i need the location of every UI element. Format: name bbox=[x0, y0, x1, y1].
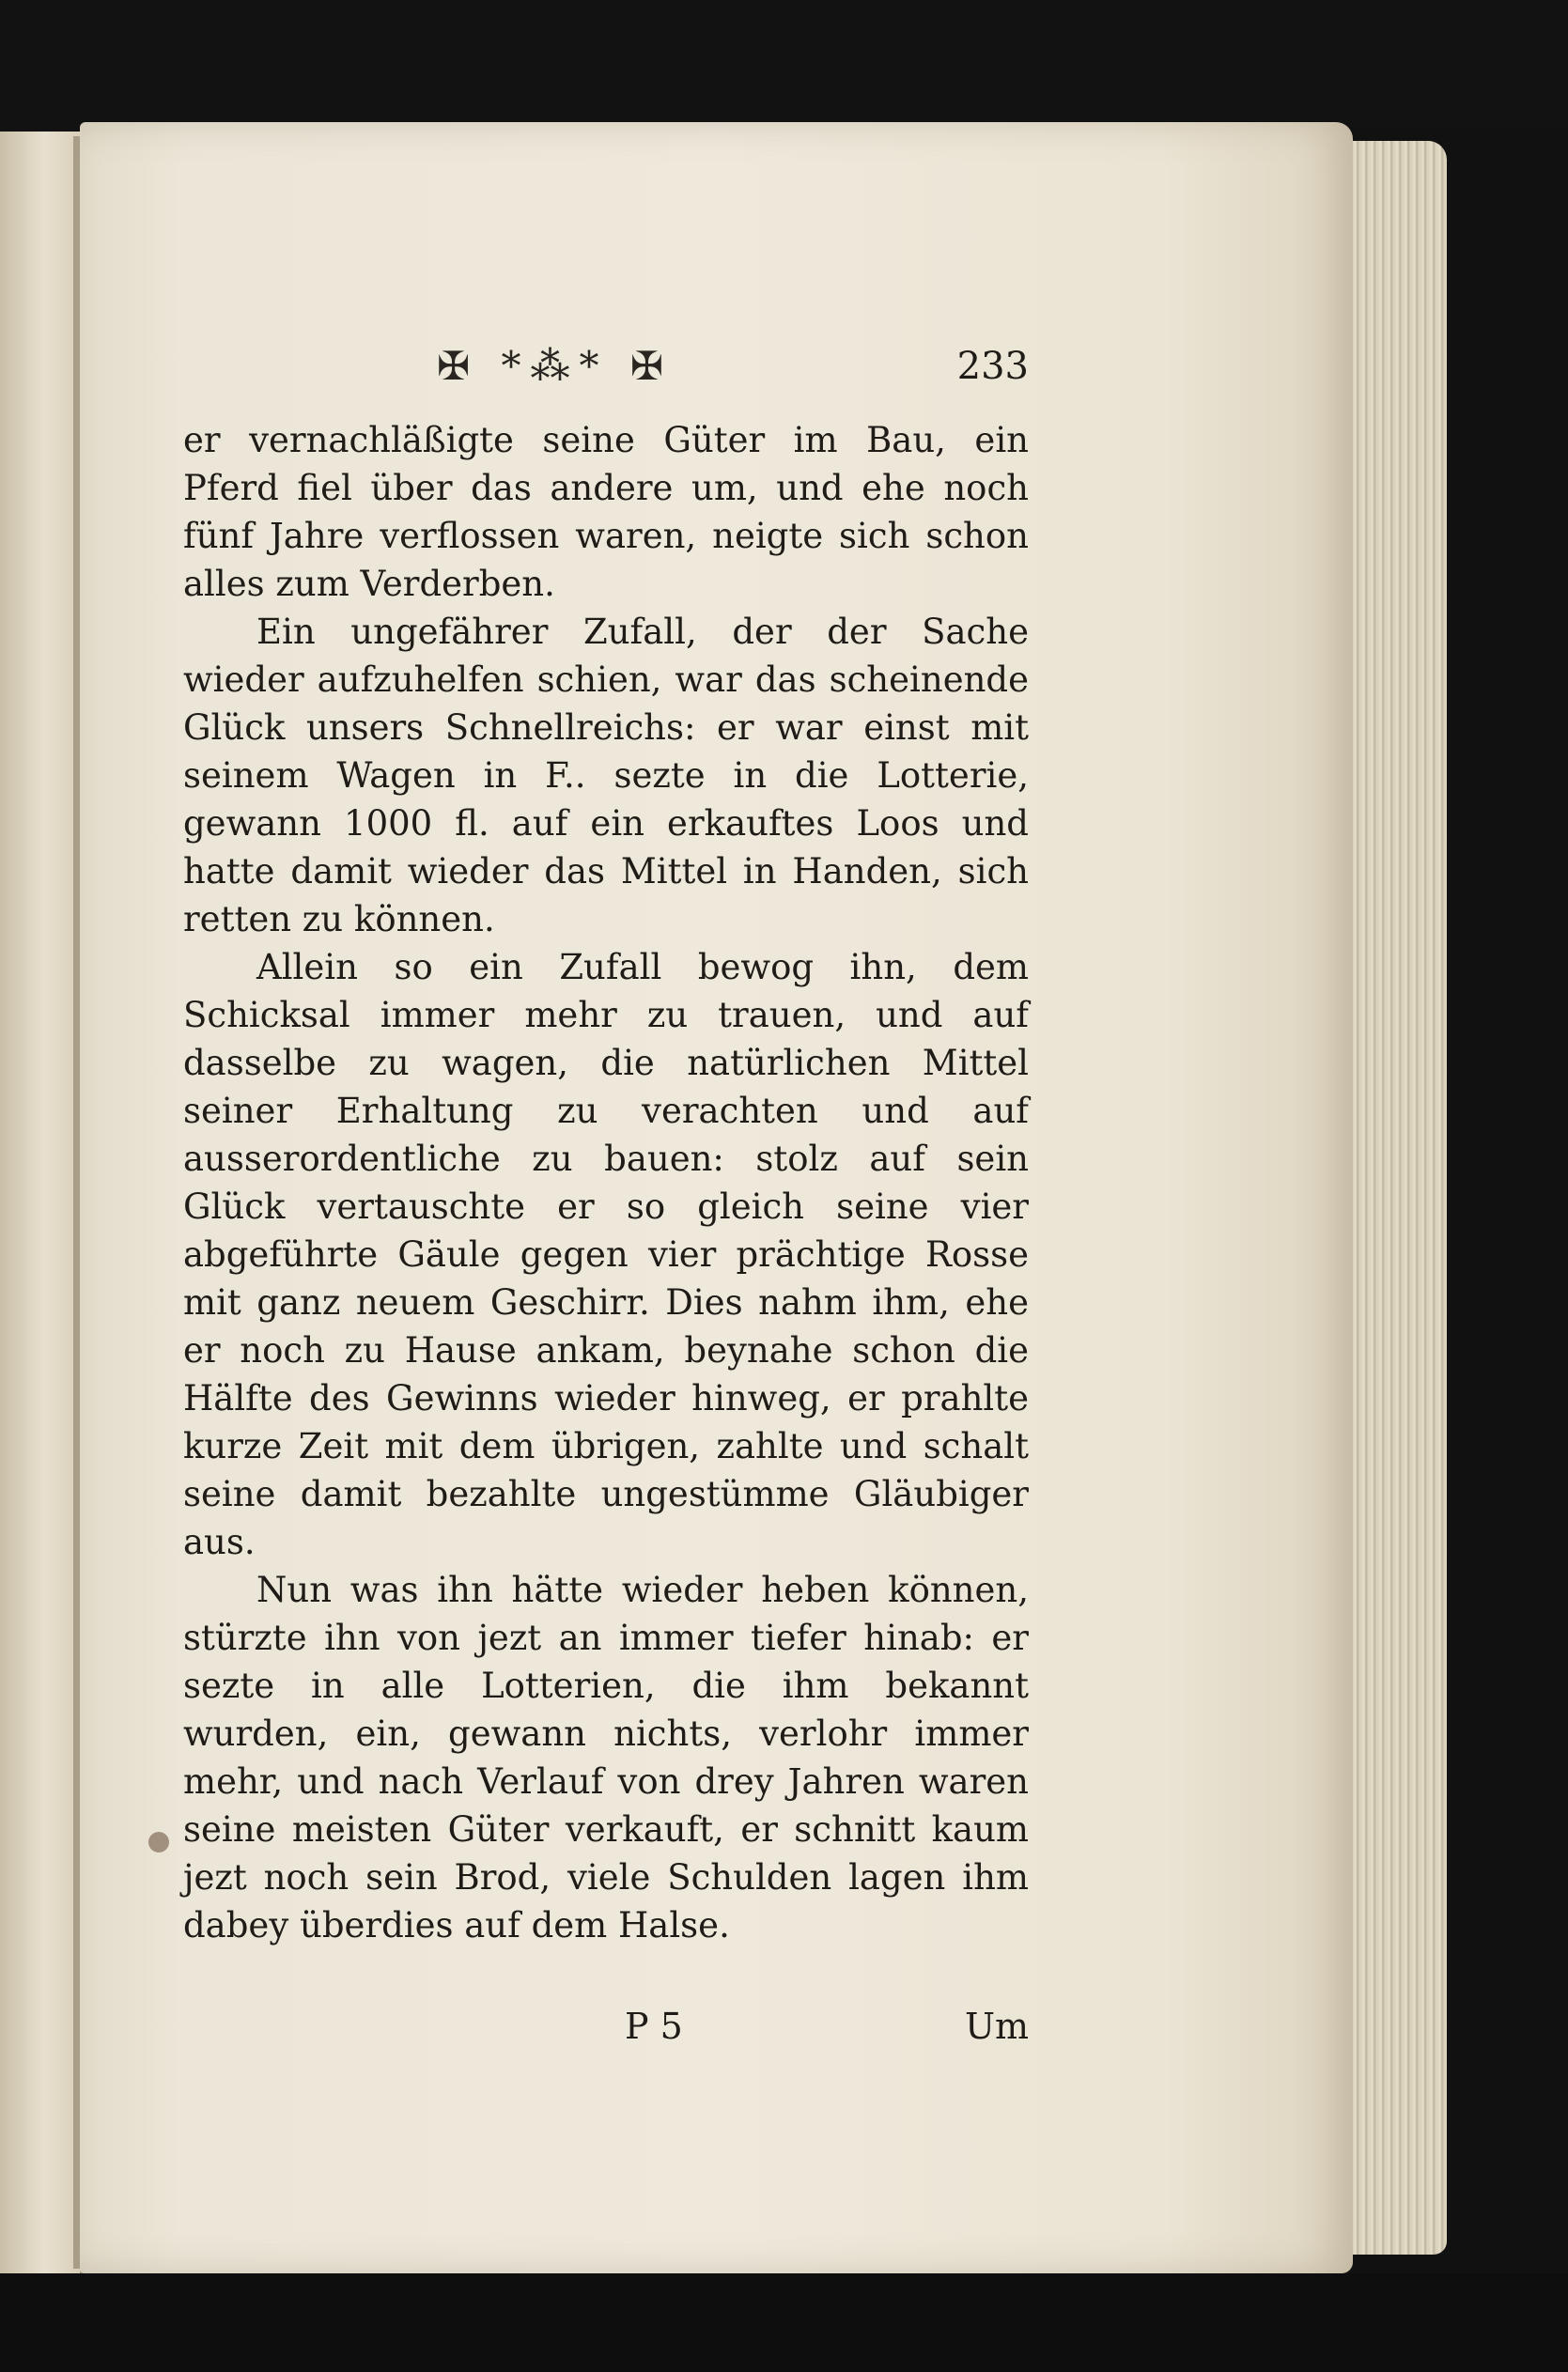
paragraph: Allein so ein Zufall bewog ihn, dem Schicksal immer mehr zu trauen, und auf dasselbe zu wagen, die natürlichen Mittel seiner Erhaltung zu verachten und auf ausserordentliche zu bauen: stolz auf sein Glück vertauschte er so gleich seine vier abgeführte Gäule gegen vier prächtige Rosse mit ganz neuem Geschirr. Dies nahm ihm, ehe er noch zu Hause ankam, beynahe schon die Hälfte des Gewinns wieder hinweg, er prahlte kurze Zeit mit dem übrigen, zahlte und schalt seine damit bezahlte ungestümme Gläubiger aus. bbox=[183, 947, 1029, 1562]
background-bottom bbox=[0, 2273, 1568, 2372]
page-stack-edge bbox=[1343, 141, 1447, 2255]
page-footer bbox=[183, 2006, 1029, 2062]
ink-smudge bbox=[148, 1832, 169, 1853]
catchword: Um bbox=[964, 2006, 1029, 2047]
facing-page-edge bbox=[0, 132, 82, 2273]
background-top bbox=[0, 0, 1568, 127]
running-header bbox=[183, 343, 1029, 399]
page-content bbox=[183, 343, 1029, 2062]
body-text bbox=[183, 416, 1029, 1949]
signature-mark: P 5 bbox=[625, 2006, 683, 2047]
page-number: 233 bbox=[956, 345, 1029, 388]
header-ornament: ✠ *⁂* ✠ bbox=[437, 343, 674, 389]
paragraph: Ein ungefährer Zufall, der der Sache wieder aufzuhelfen schien, war das scheinende Glück unsers Schnellreichs: er war einst mit seinem Wagen in F.. sezte in die Lotterie, gewann 1000 fl. auf ein erkauftes Loos und hatte damit wieder das Mittel in Handen, sich retten zu können. bbox=[183, 612, 1029, 939]
paragraph: Nun was ihn hätte wieder heben können, stürzte ihn von jezt an immer tiefer hinab: er sezte in alle Lotterien, die ihm bekannt wurden, ein, gewann nichts, verlohr immer mehr, und nach Verlauf von drey Jahren waren seine meisten Güter verkauft, er schnitt kaum jezt noch sein Brod, viele Schulden lagen ihm dabey überdies auf dem Halse. bbox=[183, 1570, 1029, 1946]
paragraph: er vernachläßigte seine Güter im Bau, ein Pferd fiel über das andere um, und ehe noch fünf Jahre verflossen waren, neigte sich schon alles zum Verderben. bbox=[183, 420, 1029, 604]
